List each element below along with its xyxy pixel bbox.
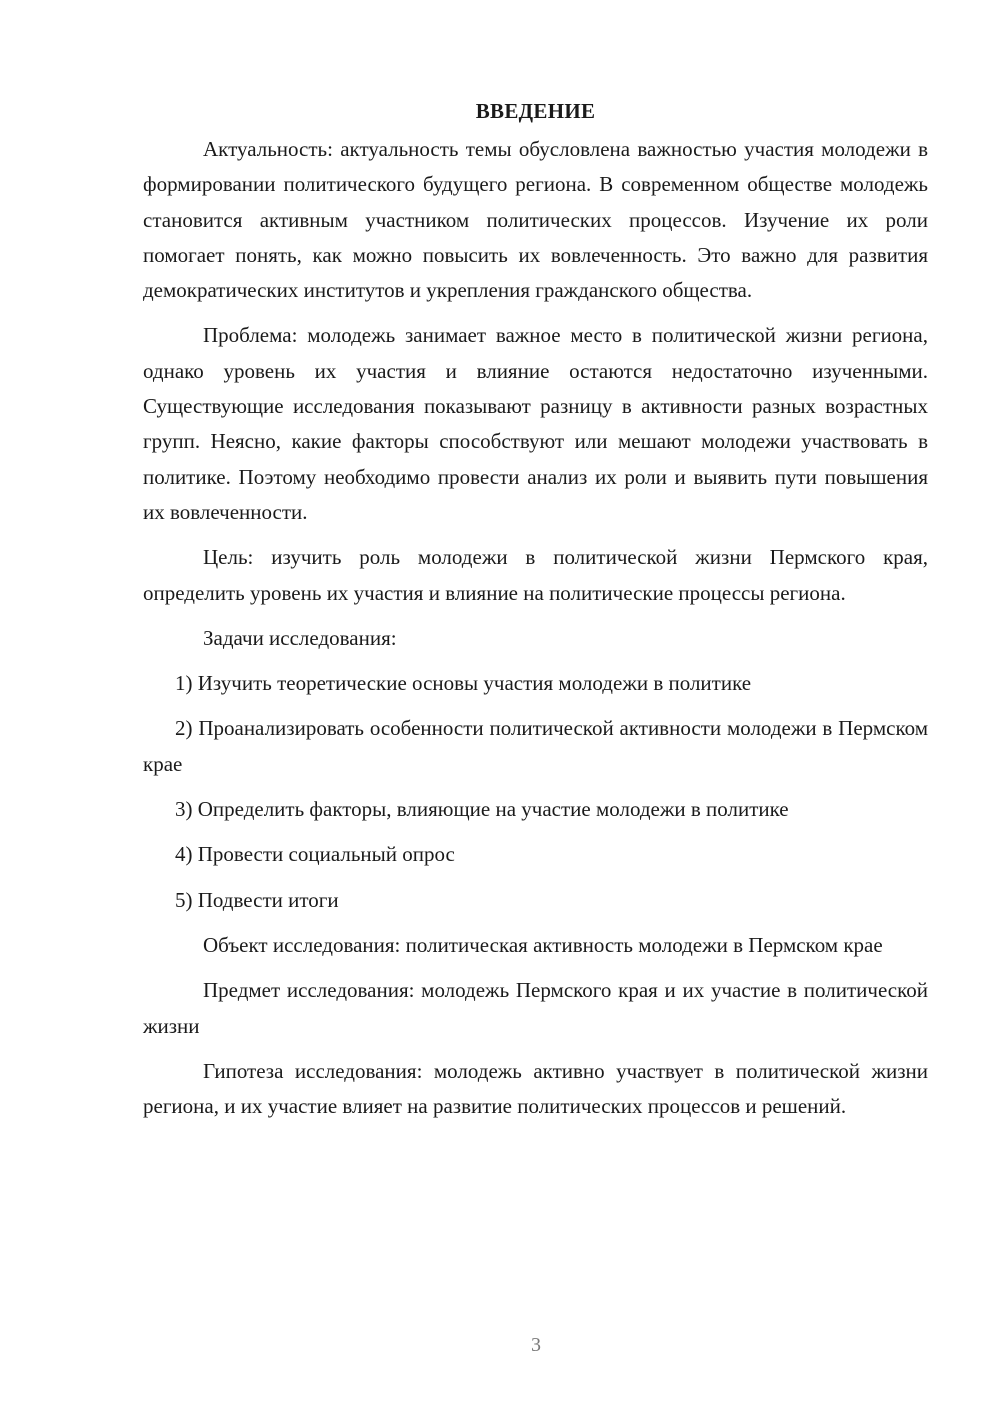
relevance-paragraph: Актуальность: актуальность темы обусловлена важностью участия молодежи в формировании политического будущего региона. В современном обществе молодежь становится активным участником политических процессов. Изучение их роли помогает понять, как можно повысить их вовлеченность. Это важно для развития демократических институтов и укрепления гражданского общества.	[143, 137, 928, 303]
hypothesis-paragraph: Гипотеза исследования: молодежь активно участвует в политической жизни региона, и их участие влияет на развитие политических процессов и решений.	[143, 1058, 928, 1119]
subject-paragraph: Предмет исследования: молодежь Пермского края и их участие в политической жизни	[143, 978, 928, 1038]
document-page	[143, 96, 928, 1134]
object-paragraph: Объект исследования: политическая активность молодежи в Пермском крае	[203, 932, 883, 957]
goal-paragraph: Цель: изучить роль молодежи в политической жизни Пермского края, определить уровень их участия и влияние на политические процессы региона.	[143, 545, 928, 605]
section-title: ВВЕДЕНИЕ	[475, 99, 596, 123]
task-item-2: 2) Проанализировать особенности политической активности молодежи в Пермском крае	[143, 716, 928, 776]
problem-paragraph: Проблема: молодежь занимает важное место в политической жизни региона, однако уровень их участия и влияние остаются недостаточно изученными. Существующие исследования показывают разницу в активности разных возрастных групп. Неясно, какие факторы способствуют или мешают молодежи участвовать в политике. Поэтому необходимо провести анализ их роли и выявить пути повышения их вовлеченности.	[143, 323, 928, 524]
task-item-4: 4) Провести социальный опрос	[175, 842, 455, 867]
task-item-5: 5) Подвести итоги	[175, 887, 339, 912]
page-number: 3	[531, 1334, 541, 1356]
tasks-heading: Задачи исследования:	[203, 625, 397, 650]
task-item-1: 1) Изучить теоретические основы участия молодежи в политике	[175, 671, 752, 696]
task-item-3: 3) Определить факторы, влияющие на участие молодежи в политике	[175, 797, 789, 822]
